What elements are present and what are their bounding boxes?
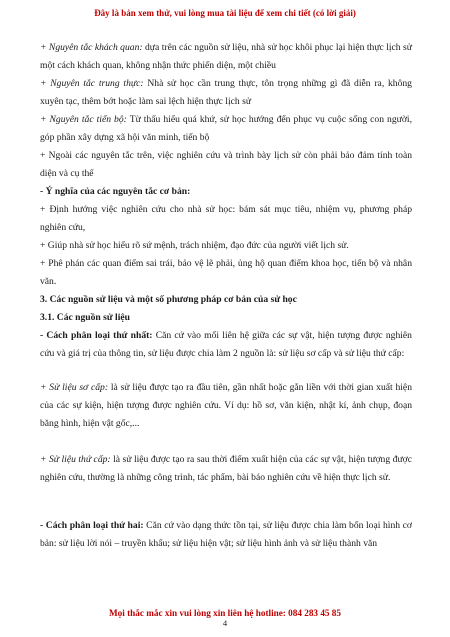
meaning-item-2: + Giúp nhà sử học hiểu rõ sứ mệnh, trách nhiệm, đạo đức của người viết lịch sử.	[40, 240, 349, 251]
principles-meaning-heading: - Ý nghĩa của các nguyên tắc cơ bản:	[40, 186, 191, 197]
primary-sources: + Sử liệu sơ cấp: là sử liệu được tạo ra đầu tiên, gần nhất hoặc gắn liền với thời gian xuất hiện của các sự kiện, hiện tượng được nghiên cứu. Ví dụ: hồ sơ, văn kiện, nhật kí, ảnh chụp, đoạn băng hình, hiện vật gốc,...	[40, 382, 412, 429]
principle-objective: + Nguyên tắc khách quan: dựa trên các nguồn sử liệu, nhà sử học khôi phục lại hiện thực lịch sử một cách khách quan, không nhận thức phiến diện, một chiều	[40, 42, 412, 71]
page-number: 4	[222, 618, 228, 628]
principle-progress: + Nguyên tắc tiến bộ: Từ thấu hiểu quá khứ, sử học hướng đến phục vụ cuộc sống con người, góp phần xây dựng xã hội văn minh, tiến bộ	[40, 114, 412, 143]
section-3-heading: 3. Các nguồn sử liệu và một số phương pháp cơ bản của sử học	[40, 294, 297, 305]
secondary-sources: + Sử liệu thứ cấp: là sử liệu được tạo ra sau thời điểm xuất hiện của các sự vật, hiện tượng được nghiên cứu, thường là những công trình, tác phẩm, bài báo nghiên cứu về hiện thực lịch sử.	[40, 454, 412, 483]
hotline-contact: Mọi thắc mắc xin vui lòng xin liên hệ hotline: 084 283 45 85	[109, 608, 341, 618]
classification-second: - Cách phân loại thứ hai: Căn cứ vào dạng thức tồn tại, sử liệu được chia làm bốn loại hình cơ bản: sử liệu lời nói – truyền khẩu; sử liệu hiện vật; sử liệu hình ảnh và sử liệu thành văn	[40, 520, 413, 549]
classification-first: - Cách phân loại thứ nhất: Căn cứ vào mối liên hệ giữa các sự vật, hiện tượng được nghiên cứu và giá trị của thông tin, sử liệu được chia làm 2 nguồn là: sử liệu sơ cấp và sử liệu thứ cấp:	[40, 330, 412, 359]
principle-honesty: + Nguyên tắc trung thực: Nhà sử học cần trung thực, tôn trọng những gì đã diễn ra, không xuyên tạc, thêm bớt hoặc làm sai lệch hiện thực lịch sử	[40, 78, 412, 107]
section-3-1-heading: 3.1. Các nguồn sử liệu	[40, 312, 130, 323]
meaning-item-1: + Định hướng việc nghiên cứu cho nhà sử học: bám sát mục tiêu, nhiệm vụ, phương pháp nghiên cứu,	[40, 204, 412, 233]
meaning-item-3: + Phê phán các quan điểm sai trái, bảo vệ lẽ phải, ủng hộ quan điểm khoa học, tiến bộ và nhân văn.	[40, 258, 412, 287]
preview-notice: Đây là bản xem thử, vui lòng mua tài liệu để xem chi tiết (có lời giải)	[94, 8, 356, 18]
principle-comprehensive: + Ngoài các nguyên tắc trên, việc nghiên cứu và trình bày lịch sử còn phải bảo đảm tính toàn diện và cụ thể	[40, 150, 412, 179]
